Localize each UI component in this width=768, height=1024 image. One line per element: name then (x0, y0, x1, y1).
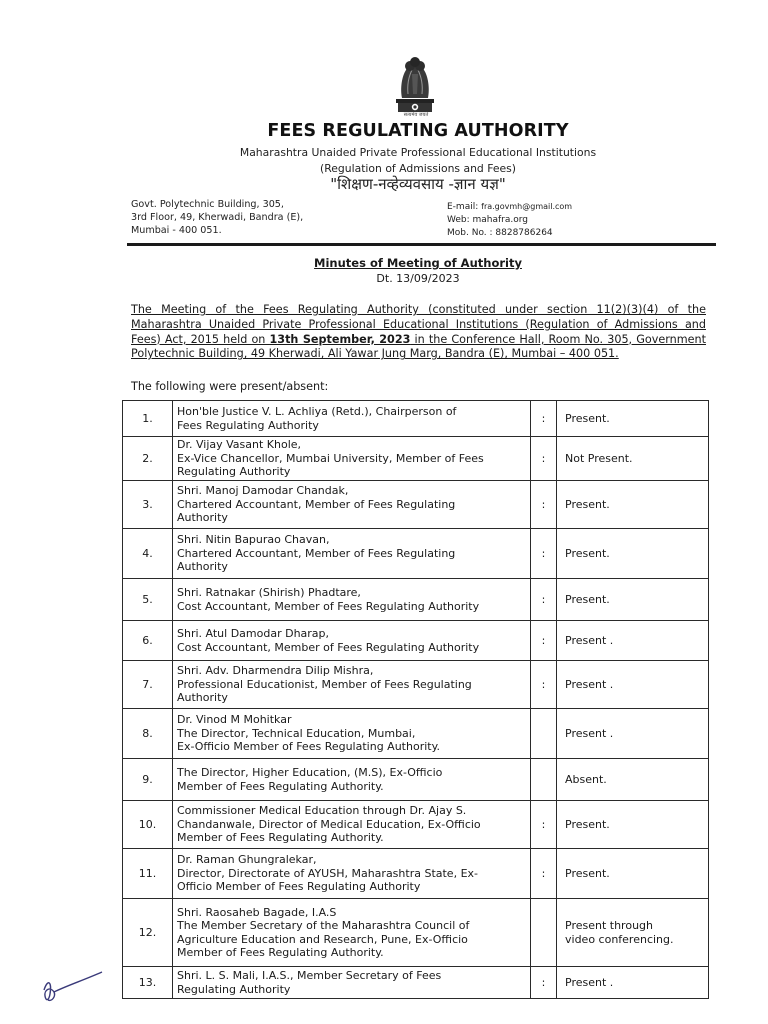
attendee-details (173, 401, 531, 437)
attendee-details (173, 849, 531, 899)
attendee-number: 8. (123, 709, 173, 759)
attendee-detail-line: Commissioner Medical Education through Dr. Ajay S. (177, 804, 467, 818)
attendee-status-line: Present . (565, 726, 614, 740)
attendee-detail-line: Shri. Manoj Damodar Chandak, (177, 484, 349, 498)
email-link[interactable]: fra.govmh@gmail.com (481, 202, 573, 211)
attendee-detail-line: Authority (177, 511, 228, 525)
attendee-status (557, 661, 709, 709)
attendee-details (173, 437, 531, 481)
attendee-separator (531, 759, 557, 801)
state-emblem-icon (392, 50, 438, 120)
mobile-line: Mob. No. : 8828786264 (447, 228, 553, 238)
attendee-status (557, 849, 709, 899)
attendee-details (173, 709, 531, 759)
attendee-number: 2. (123, 437, 173, 481)
attendee-detail-line: Dr. Raman Ghungralekar, (177, 853, 317, 867)
attendee-number: 6. (123, 621, 173, 661)
attendee-row (123, 661, 709, 709)
attendee-detail-line: Agriculture Education and Research, Pune, Ex-Officio (177, 932, 468, 946)
attendee-detail-line: Dr. Vinod M Mohitkar (177, 713, 292, 727)
attendee-status (557, 759, 709, 801)
attendee-number: 13. (123, 967, 173, 999)
attendee-separator: : (531, 401, 557, 437)
attendee-status (557, 401, 709, 437)
attendee-details (173, 759, 531, 801)
emblem-motto: सत्यमेव जयते (403, 112, 429, 118)
attendee-row (123, 899, 709, 967)
attendee-separator: : (531, 529, 557, 579)
attendee-status (557, 899, 709, 967)
attendee-row (123, 759, 709, 801)
attendee-row (123, 849, 709, 899)
attendee-detail-line: Dr. Vijay Vasant Khole, (177, 438, 302, 452)
attendee-detail-line: Shri. Raosaheb Bagade, I.A.S (177, 905, 337, 919)
attendee-separator (531, 899, 557, 967)
attendee-status-line: Present. (565, 817, 610, 831)
attendee-detail-line: Regulating Authority (177, 465, 291, 479)
attendee-separator: : (531, 579, 557, 621)
address-line: Mumbai - 400 051. (131, 225, 222, 236)
attendee-detail-line: Chartered Accountant, Member of Fees Regulating (177, 497, 456, 511)
attendee-status-line: Present. (565, 497, 610, 511)
attendee-status (557, 621, 709, 661)
attendee-detail-line: Chandanwale, Director of Medical Education, Ex-Officio (177, 817, 481, 831)
attendee-detail-line: Cost Accountant, Member of Fees Regulating Authority (177, 599, 480, 613)
attendee-status-line: Present through (565, 919, 653, 932)
attendee-row (123, 579, 709, 621)
attendee-detail-line: The Member Secretary of the Maharashtra Council of (177, 919, 470, 932)
attendee-detail-line: Shri. Adv. Dharmendra Dilip Mishra, (177, 664, 374, 678)
attendance-table-body (123, 401, 709, 999)
attendee-detail-line: Officio Member of Fees Regulating Authority (177, 880, 421, 894)
attendee-number: 5. (123, 579, 173, 621)
attendee-detail-line: Shri. Nitin Bapurao Chavan, (177, 533, 330, 547)
intro-text: The Meeting of the Fees Regulating Authority (constituted under section 11(2)(3)(4) of the Maharashtra Unaided Private Professional Educational Institutions (Regulation of Admissions and Fees) Act, 2015 held on (131, 303, 706, 346)
address-line: 3rd Floor, 49, Kherwadi, Bandra (E), (131, 212, 304, 223)
attendance-table (122, 400, 709, 999)
minutes-title: Minutes of Meeting of Authority (314, 256, 522, 270)
attendee-number: 12. (123, 899, 173, 967)
attendee-status-line: Present . (565, 677, 614, 691)
attendee-details (173, 481, 531, 529)
web-line[interactable]: Web: mahafra.org (447, 215, 529, 225)
attendee-row (123, 967, 709, 999)
attendee-detail-line: Director, Directorate of AYUSH, Maharashtra State, Ex- (177, 866, 478, 880)
intro-venue-text: in the Conference Hall, Room No. 305, Government Polytechnic Building, 49 Kherwadi, Ali Yawar Jung Marg, Bandra (E), Mumbai – 400 051. (131, 332, 707, 361)
authority-subtitle-regulation: (Regulation of Admissions and Fees) (320, 162, 516, 175)
attendee-number: 11. (123, 849, 173, 899)
email-line (447, 200, 572, 214)
attendee-detail-line: Shri. Ratnakar (Shirish) Phadtare, (177, 586, 361, 599)
attendee-number: 3. (123, 481, 173, 529)
attendee-status-line: Present. (565, 411, 610, 425)
attendee-row (123, 801, 709, 849)
attendee-separator: : (531, 849, 557, 899)
attendee-detail-line: Member of Fees Regulating Authority. (177, 831, 384, 845)
attendee-separator: : (531, 481, 557, 529)
meeting-date-bold: 13th September, 2023 (269, 332, 411, 346)
attendee-details (173, 621, 531, 661)
attendee-row (123, 437, 709, 481)
authority-subtitle: Maharashtra Unaided Private Professional Educational Institutions (239, 146, 597, 159)
attendee-row (123, 529, 709, 579)
attendee-detail-line: Hon'ble Justice V. L. Achliya (Retd.), Chairperson of (177, 405, 457, 418)
attendee-separator: : (531, 621, 557, 661)
attendee-detail-line: Shri. L. S. Mali, I.A.S., Member Secretary of Fees (177, 969, 442, 982)
attendee-status-line: video conferencing. (565, 932, 674, 946)
attendee-detail-line: Professional Educationist, Member of Fees Regulating (177, 677, 472, 691)
attendee-detail-line: Member of Fees Regulating Authority. (177, 946, 384, 959)
hindi-motto: "शिक्षण-नव्हेव्यवसाय -ज्ञान यज्ञ" (330, 175, 506, 193)
attendee-details (173, 801, 531, 849)
attendee-detail-line: Regulating Authority (177, 982, 291, 996)
attendee-number: 1. (123, 401, 173, 437)
attendee-detail-line: Cost Accountant, Member of Fees Regulating Authority (177, 640, 480, 654)
attendee-status (557, 967, 709, 999)
attendee-row (123, 481, 709, 529)
minutes-date: Dt. 13/09/2023 (376, 272, 460, 285)
attendee-detail-line: Ex-Vice Chancellor, Mumbai University, Member of Fees (177, 451, 484, 465)
attendee-status-line: Present. (565, 592, 610, 606)
attendee-details (173, 967, 531, 999)
attendee-status-line: Present. (565, 866, 610, 880)
office-address (131, 198, 303, 237)
attendee-number: 7. (123, 661, 173, 709)
attendee-status-line: Present . (565, 633, 614, 647)
attendance-intro: The following were present/absent: (131, 380, 329, 393)
contact-block (447, 200, 572, 240)
attendee-number: 9. (123, 759, 173, 801)
attendee-detail-line: Ex-Officio Member of Fees Regulating Authority. (177, 740, 441, 754)
attendee-status (557, 801, 709, 849)
attendee-detail-line: Member of Fees Regulating Authority. (177, 779, 384, 793)
attendee-row (123, 621, 709, 661)
attendee-separator (531, 709, 557, 759)
attendee-detail-line: Authority (177, 691, 228, 705)
attendee-row (123, 709, 709, 759)
attendee-separator: : (531, 801, 557, 849)
attendee-separator: : (531, 661, 557, 709)
handwritten-initials-icon (36, 968, 106, 1008)
address-line: Govt. Polytechnic Building, 305, (131, 199, 284, 210)
attendee-detail-line: The Director, Technical Education, Mumbai, (177, 726, 416, 740)
attendee-number: 4. (123, 529, 173, 579)
attendee-status-line: Absent. (565, 772, 607, 786)
attendee-detail-line: Authority (177, 560, 228, 574)
attendee-details (173, 529, 531, 579)
email-label: E-mail: (447, 202, 479, 212)
attendee-status-line: Not Present. (565, 451, 633, 465)
attendee-number: 10. (123, 801, 173, 849)
attendee-status (557, 481, 709, 529)
attendee-status-line: Present. (565, 546, 610, 560)
attendee-details (173, 899, 531, 967)
attendee-separator: : (531, 437, 557, 481)
attendee-status (557, 529, 709, 579)
attendee-detail-line: Shri. Atul Damodar Dharap, (177, 627, 330, 640)
header-divider (127, 243, 716, 246)
attendee-status (557, 579, 709, 621)
attendee-row (123, 401, 709, 437)
attendee-details (173, 579, 531, 621)
attendee-status-line: Present . (565, 975, 614, 989)
authority-title: FEES REGULATING AUTHORITY (267, 121, 569, 141)
attendee-detail-line: The Director, Higher Education, (M.S), Ex-Officio (177, 766, 443, 779)
attendee-status (557, 437, 709, 481)
attendee-details (173, 661, 531, 709)
attendee-detail-line: Chartered Accountant, Member of Fees Regulating (177, 546, 456, 560)
attendee-separator: : (531, 967, 557, 999)
attendee-status (557, 709, 709, 759)
meeting-intro (131, 303, 706, 362)
attendee-detail-line: Fees Regulating Authority (177, 418, 319, 432)
